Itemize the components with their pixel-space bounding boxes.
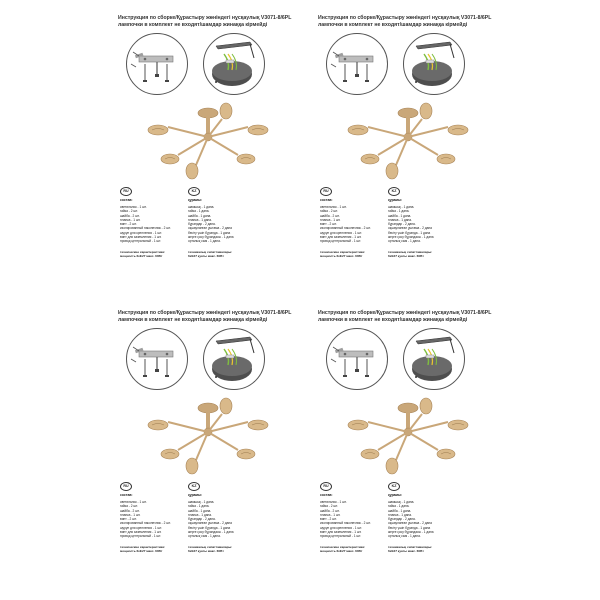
chandelier-illustration — [138, 101, 278, 186]
chandelier-svg — [338, 101, 478, 181]
ru-specifications — [320, 250, 365, 258]
ru-contents-item: изолированный наконечник - 2 шт. — [120, 521, 171, 526]
ru-contents-item: светильник - 1 шт. — [120, 205, 147, 209]
instruction-panel-1 — [118, 15, 303, 265]
kz-spec-line: техникалық сипаттамалары: — [388, 545, 433, 549]
kz-contents-item: бұрандар - 2 дана. — [388, 517, 416, 522]
ru-contents-list — [320, 500, 371, 539]
ru-contents-item: светильник - 1 шт. — [320, 205, 347, 209]
ru-contents-item: винт - 2 шт. — [120, 517, 137, 522]
ru-contents-item: винт - 2 шт. — [120, 222, 137, 227]
bracket-detail-circle — [326, 328, 388, 390]
ru-spec-line: технические характеристики: — [320, 545, 366, 549]
ru-specifications — [320, 545, 365, 553]
ru-contents-item: винт для заземления - 1 шт. — [320, 235, 362, 240]
ru-spec-line: мощность 6xE27 макс. 60Вт — [120, 549, 163, 554]
kz-contents-item: планка - 1 дана. — [188, 217, 212, 222]
chandelier-svg — [138, 101, 278, 181]
ru-language-badge: RU — [320, 482, 332, 491]
panel-subtitle: лампочки в комплект не входят/шамдар жинаққа кірмейді — [318, 22, 468, 28]
ru-language-badge: RU — [120, 482, 132, 491]
ru-contents-item: шуруп для крепления - 1 шт. — [120, 230, 162, 235]
kz-spec-line: техникалық сипаттамалары: — [188, 250, 233, 254]
ru-contents-heading: состав: — [120, 493, 133, 497]
ru-contents-item: светильник - 1 шт. — [320, 500, 347, 504]
kz-contents-heading: құрамы: — [188, 198, 203, 202]
canopy-wiring-illustration — [404, 329, 464, 389]
ru-contents-item: шайба - 2 шт. — [320, 508, 340, 513]
ru-contents-item: шайба - 2 шт. — [120, 508, 140, 513]
kz-contents-item: шамшық - 1 дана. — [188, 205, 215, 209]
canopy-detail-circle — [203, 328, 265, 390]
ru-contents-item: светильник - 1 шт. — [120, 500, 147, 504]
canopy-detail-circle — [203, 33, 265, 95]
chandelier-illustration — [338, 101, 478, 186]
canopy-wiring-illustration — [404, 34, 464, 94]
chandelier-illustration — [338, 396, 478, 481]
ru-contents-item: провод центральный - 1 шт. — [320, 534, 362, 539]
kz-contents-list — [388, 500, 434, 539]
panel-title: Инструкция по сборке/Құрастыру жөніндегі нұсқаулық V3071-8/6PL — [118, 15, 292, 21]
kz-contents-item: бекіту үшін бұранда - 1 дана — [388, 230, 431, 235]
kz-specifications — [188, 250, 232, 258]
kz-contents-item: планка - 1 дана. — [388, 217, 412, 222]
instruction-panel-2 — [318, 15, 503, 265]
kz-specifications — [388, 250, 432, 258]
kz-contents-item: шайба - 1 дана. — [188, 508, 212, 513]
ru-contents-item: шуруп для крепления - 1 шт. — [120, 525, 162, 530]
mounting-bracket-illustration — [327, 329, 387, 389]
kz-contents-item: орталық сым - 1 дана. — [188, 239, 221, 244]
panel-title: Инструкция по сборке/Құрастыру жөніндегі нұсқаулық V3071-8/6PL — [318, 15, 492, 21]
kz-spec-line: 6xE27 қуаты макс. 60Вт — [388, 549, 424, 554]
kz-contents-item: жерге қосу бұрандасы - 1 дана — [188, 530, 234, 535]
ru-contents-heading: состав: — [320, 493, 333, 497]
kz-language-badge: KZ — [388, 482, 400, 491]
ru-spec-line: мощность 6xE27 макс. 60Вт — [320, 549, 363, 554]
chandelier-svg — [338, 396, 478, 476]
kz-contents-item: орталық сым - 1 дана. — [188, 534, 221, 539]
ru-contents-item: планка - 1 шт. — [120, 512, 141, 517]
ru-contents-item: гайка - 2 шт. — [320, 209, 338, 214]
kz-contents-item: гайка - 1 дана. — [388, 504, 410, 509]
kz-language-badge: KZ — [188, 482, 200, 491]
kz-specifications — [388, 545, 432, 553]
ru-specifications — [120, 250, 165, 258]
canopy-detail-circle — [403, 328, 465, 390]
ru-contents-item: винт - 2 шт. — [320, 222, 337, 227]
ru-contents-item: шуруп для крепления - 1 шт. — [320, 525, 362, 530]
ru-contents-item: винт для заземления - 1 шт. — [120, 235, 162, 240]
kz-language-badge: KZ — [388, 187, 400, 196]
ru-contents-item: винт для заземления - 1 шт. — [320, 530, 362, 535]
kz-spec-line: 6xE27 қуаты макс. 60Вт — [188, 254, 224, 259]
ru-contents-item: шайба - 2 шт. — [320, 213, 340, 218]
kz-contents-item: планка - 1 дана. — [388, 512, 412, 517]
kz-contents-item: орталық сым - 1 дана. — [388, 239, 421, 244]
chandelier-illustration — [138, 396, 278, 481]
ru-language-badge: RU — [120, 187, 132, 196]
ru-contents-list — [320, 205, 371, 244]
instruction-panel-4 — [318, 310, 503, 560]
ru-spec-line: технические характеристики: — [120, 250, 166, 254]
ru-contents-item: изолированный наконечник - 2 шт. — [320, 521, 371, 526]
canopy-detail-circle — [403, 33, 465, 95]
kz-contents-list — [388, 205, 434, 244]
ru-spec-line: мощность 6xE27 макс. 60Вт — [320, 254, 363, 259]
ru-contents-item: винт для заземления - 1 шт. — [120, 530, 162, 535]
panel-title: Инструкция по сборке/Құрастыру жөніндегі нұсқаулық V3071-8/6PL — [118, 310, 292, 316]
ru-language-badge: RU — [320, 187, 332, 196]
ru-spec-line: мощность 6xE27 макс. 60Вт — [120, 254, 163, 259]
ru-contents-item: винт - 2 шт. — [320, 517, 337, 522]
kz-contents-item: бұрандар - 2 дана. — [188, 222, 216, 227]
ru-contents-list — [120, 205, 171, 244]
kz-contents-item: оқшауланған ұштама - 2 дана — [388, 226, 432, 231]
kz-contents-item: шайба - 1 дана. — [388, 508, 412, 513]
kz-specifications — [188, 545, 232, 553]
kz-contents-item: бекіту үшін бұранда - 1 дана — [388, 525, 431, 530]
kz-contents-item: шайба - 1 дана. — [188, 213, 212, 218]
kz-contents-heading: құрамы: — [388, 493, 403, 497]
kz-contents-list — [188, 500, 234, 539]
chandelier-svg — [138, 396, 278, 476]
bracket-detail-circle — [126, 328, 188, 390]
kz-contents-item: жерге қосу бұрандасы - 1 дана — [388, 530, 434, 535]
kz-contents-item: бұрандар - 2 дана. — [388, 222, 416, 227]
kz-contents-item: оқшауланған ұштама - 2 дана — [188, 226, 232, 231]
ru-contents-item: гайка - 2 шт. — [320, 504, 338, 509]
kz-contents-item: жерге қосу бұрандасы - 1 дана — [188, 235, 234, 240]
kz-contents-item: гайка - 1 дана. — [188, 504, 210, 509]
kz-language-badge: KZ — [188, 187, 200, 196]
ru-contents-item: изолированный наконечник - 2 шт. — [320, 226, 371, 231]
panel-subtitle: лампочки в комплект не входят/шамдар жинаққа кірмейді — [118, 22, 268, 28]
ru-contents-item: провод центральный - 1 шт. — [120, 534, 162, 539]
kz-contents-item: гайка - 1 дана. — [388, 209, 410, 214]
mounting-bracket-illustration — [327, 34, 387, 94]
kz-contents-item: оқшауланған ұштама - 2 дана — [188, 521, 232, 526]
ru-contents-item: гайка - 2 шт. — [120, 209, 138, 214]
panel-title: Инструкция по сборке/Құрастыру жөніндегі нұсқаулық V3071-8/6PL — [318, 310, 492, 316]
ru-contents-item: гайка - 2 шт. — [120, 504, 138, 509]
instruction-panel-3 — [118, 310, 303, 560]
kz-spec-line: техникалық сипаттамалары: — [188, 545, 233, 549]
ru-contents-heading: состав: — [320, 198, 333, 202]
ru-contents-item: шайба - 2 шт. — [120, 213, 140, 218]
ru-contents-item: планка - 1 шт. — [120, 217, 141, 222]
kz-contents-item: шамшық - 1 дана. — [188, 500, 215, 504]
mounting-bracket-illustration — [127, 329, 187, 389]
canopy-wiring-illustration — [204, 329, 264, 389]
ru-contents-list — [120, 500, 171, 539]
kz-spec-line: 6xE27 қуаты макс. 60Вт — [388, 254, 424, 259]
kz-contents-item: бұрандар - 2 дана. — [188, 517, 216, 522]
bracket-detail-circle — [126, 33, 188, 95]
ru-specifications — [120, 545, 165, 553]
kz-contents-heading: құрамы: — [388, 198, 403, 202]
panel-subtitle: лампочки в комплект не входят/шамдар жинаққа кірмейді — [318, 317, 468, 323]
kz-contents-item: орталық сым - 1 дана. — [388, 534, 421, 539]
kz-contents-item: бекіту үшін бұранда - 1 дана — [188, 230, 231, 235]
kz-contents-item: шайба - 1 дана. — [388, 213, 412, 218]
ru-contents-item: планка - 1 шт. — [320, 512, 341, 517]
kz-contents-item: шамшық - 1 дана. — [388, 205, 415, 209]
ru-contents-item: шуруп для крепления - 1 шт. — [320, 230, 362, 235]
mounting-bracket-illustration — [127, 34, 187, 94]
ru-contents-item: изолированный наконечник - 2 шт. — [120, 226, 171, 231]
ru-contents-item: провод центральный - 1 шт. — [120, 239, 162, 244]
canopy-wiring-illustration — [204, 34, 264, 94]
kz-contents-item: шамшық - 1 дана. — [388, 500, 415, 504]
ru-contents-item: планка - 1 шт. — [320, 217, 341, 222]
kz-contents-item: гайка - 1 дана. — [188, 209, 210, 214]
kz-contents-item: оқшауланған ұштама - 2 дана — [388, 521, 432, 526]
panel-subtitle: лампочки в комплект не входят/шамдар жинаққа кірмейді — [118, 317, 268, 323]
kz-contents-item: бекіту үшін бұранда - 1 дана — [188, 525, 231, 530]
ru-spec-line: технические характеристики: — [320, 250, 366, 254]
kz-contents-item: жерге қосу бұрандасы - 1 дана — [388, 235, 434, 240]
kz-contents-heading: құрамы: — [188, 493, 203, 497]
bracket-detail-circle — [326, 33, 388, 95]
kz-contents-list — [188, 205, 234, 244]
ru-spec-line: технические характеристики: — [120, 545, 166, 549]
ru-contents-item: провод центральный - 1 шт. — [320, 239, 362, 244]
kz-contents-item: планка - 1 дана. — [188, 512, 212, 517]
kz-spec-line: техникалық сипаттамалары: — [388, 250, 433, 254]
kz-spec-line: 6xE27 қуаты макс. 60Вт — [188, 549, 224, 554]
ru-contents-heading: состав: — [120, 198, 133, 202]
